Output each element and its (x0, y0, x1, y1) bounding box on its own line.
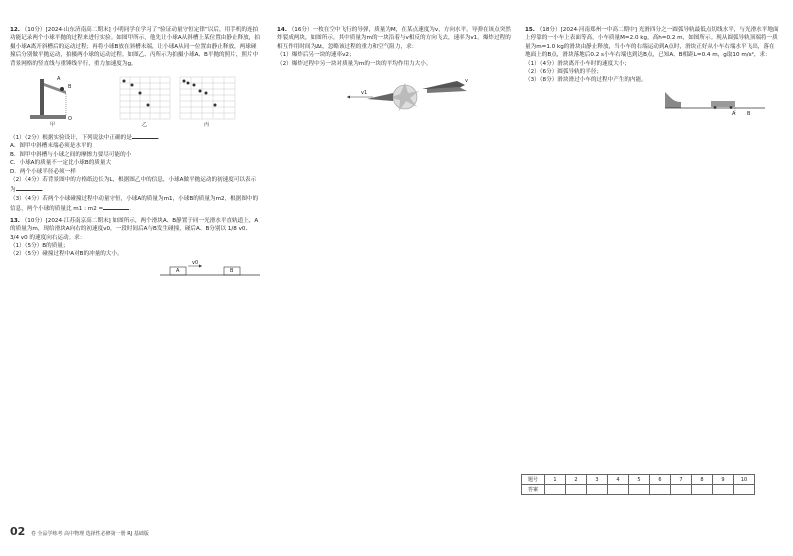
question-number-cell: 2 (566, 475, 587, 485)
sub-question-3: （3）（4分）若两个小球碰撞过程中动量守恒，小球A的质量为m1，小球B的质量为m2，根据图中的信息，两个小球的质量比 m1 : m2 = (10, 195, 259, 213)
figure-15 (525, 88, 780, 118)
column-2 (277, 26, 512, 120)
answer-cell[interactable] (713, 485, 734, 495)
question-number-cell: 7 (671, 475, 692, 485)
question-number-cell: 4 (608, 475, 629, 485)
question-number-cell: 10 (734, 475, 755, 485)
option-c: C．小球A的质量不一定比小球B的质量大 (10, 160, 112, 167)
sub-question-2: （2）（4分）若背景图中的方格纸边长为L，根据图乙中的信息，小球A做平抛运动的初速度可以表示为 (10, 177, 257, 194)
sub-question-2: （2）（6分）圆弧导轨的半径； (525, 69, 603, 76)
answer-table-number-row (522, 475, 755, 485)
option-a: A．图甲中斜槽末端必须是水平的 (10, 143, 93, 150)
answer-table-row-label: 答案 (522, 485, 545, 495)
figure-label-v0: v0 (192, 259, 199, 266)
figure-label-a: A (57, 76, 61, 83)
answer-cell[interactable] (545, 485, 566, 495)
question-number: 14. (277, 27, 287, 33)
figure-label-o: O (68, 116, 72, 123)
question-number-cell: 1 (545, 475, 566, 485)
question-stem: （18分）[2024·河南郑州一中高二期中] 光滑四分之一圆弧导轨最低点切线水平，与光滑水平地面上停靠的一小车上表面等高，小车质量M=2.0 kg，高h=0.2 m，如图所示。现从圆弧导轨顶端将一质量为m=1.0 kg的滑块由静止释放，当小车的右端运动到A点时，滑块正好从小车右端水平飞出，落在地面上的B点，滑块落地后0.2 s小车右端也到达B点，已知A、B相距L=0.4 m，g取10 m/s²，求： (525, 27, 779, 59)
answer-cell[interactable] (587, 485, 608, 495)
figure-14-svg (277, 71, 512, 117)
option-d: D．两个小球半径必须一样 (10, 168, 76, 175)
question-number: 13. (10, 217, 20, 224)
sub-question-2: （2）爆炸过程中另一块对质量为m的一块的平均作用力大小。 (277, 60, 432, 67)
answer-cell[interactable] (734, 485, 755, 495)
page-number: 02 (10, 525, 26, 538)
figure-15-svg (525, 88, 780, 118)
footer-text: 卷 全品学练考 高中物理 选择性必修第一册 RJ 基础版 (30, 531, 149, 537)
question-number: 12. (10, 27, 20, 33)
answer-cell[interactable] (608, 485, 629, 495)
figure-label-b: B (68, 84, 72, 91)
figure-label-v: v (465, 78, 468, 85)
question-13 (10, 217, 260, 278)
answer-table (521, 474, 755, 495)
question-12: 12. （10分）[2024·山东济南高二期末] 小明同学在学习了“验证动量守恒定律”以后，用手机的连拍功能记录两个小球平抛的过程来进行实验。如图甲所示，他先让小球A从斜槽上某位置由静止释放，拍摄小球A离开斜槽后的运动过程；再将小球B放在斜槽末端，让小球A从同一位置由静止释放，两球碰撞后分别做平抛运动，拍摄两小球的运动过程。如图乙、丙所示为拍摄小球A、B平抛的照片，照片中背景网格的竖直线与重锤线平行，重力加速度为g。 甲 O 乙 丙 A B （1）（2分）根据实验设计，下列说法中正确的是 . A．图甲中斜槽末端必须是水平的 B．图甲中斜槽与小球之间的摩擦力要尽可能的小 C．小球A的质量不一定比小球B的质量大 D．两个小球半径必须一样 （2）（4分）若背景图中的方格纸边长为L，根据图乙中的信息，小球A做平抛运动的初速度可以表示为 . （3）（4分）若两个小球碰撞过程中动量守恒，小球A的质量为m1，小球B的质量为m2，根据图中的信息，两个小球的质量比 m1 : m2 = . (10, 27, 260, 213)
sub-question-1: （1）（5分）B的质量； (10, 242, 69, 249)
question-number-cell: 3 (587, 475, 608, 485)
question-15 (525, 26, 780, 118)
figure-12 (10, 71, 260, 129)
question-stem: （10分）[2024·江苏南京高二期末] 如图所示，两个滑块A、B静置于同一光滑水平直轨道上，A的质量为m，现给滑块A向右的初速度v0，一段时间后A与B发生碰撞，碰后A、B分别以 1/8 v0、3/4 v0 的速度向右运动。求： (10, 217, 259, 241)
figure-label-bing: 丙 (204, 122, 210, 129)
question-number-cell: 9 (713, 475, 734, 485)
answer-cell[interactable] (566, 485, 587, 495)
answer-cell[interactable] (671, 485, 692, 495)
sub-question-1: （1）（4分）滑块离开小车时的速度大小； (525, 60, 631, 67)
answer-blank[interactable] (16, 184, 42, 191)
answer-cell[interactable] (692, 485, 713, 495)
sub-question-3: （3）（8分）滑块滑过小车的过程中产生的内能。 (525, 77, 647, 84)
answer-blank[interactable] (132, 132, 158, 139)
question-stem: （16分）一枚在空中飞行的导弹，质量为M，在某点速度为v，方向水平，导弹在该点突然炸裂成两块，如图所示，其中质量为m的一块沿着与v相反的方向飞去，速率为v1。爆炸过程的相互作用时间为Δt，忽略该过程的重力和空气阻力，求： (277, 27, 511, 50)
page-footer (10, 525, 149, 538)
answer-table-row-label: 题号 (522, 475, 545, 485)
answer-cell[interactable] (650, 485, 671, 495)
figure-12-svg (10, 71, 260, 129)
figure-14 (277, 71, 512, 117)
sub-question-1: （1）爆炸后另一块的速率v2； (277, 52, 355, 59)
figure-label-v1: v1 (361, 90, 368, 97)
question-14 (277, 26, 512, 117)
answer-blank[interactable] (103, 203, 129, 210)
figure-13-svg (10, 262, 260, 278)
option-b: B．图甲中斜槽与小球之间的摩擦力要尽可能的小 (10, 151, 132, 158)
question-number-cell: 8 (692, 475, 713, 485)
figure-label-a: A (732, 110, 736, 117)
sub-question-2: （2）（5分）碰撞过程中A对B的冲量的大小。 (10, 251, 123, 258)
figure-label-jia: 甲 (50, 122, 56, 129)
question-number: 15. (525, 27, 535, 33)
question-number-cell: 5 (629, 475, 650, 485)
answer-cell[interactable] (629, 485, 650, 495)
figure-label-b: B (230, 267, 234, 274)
column-3 (525, 26, 780, 121)
question-stem: （10分）[2024·山东济南高二期末] 小明同学在学习了“验证动量守恒定律”以后，用手机的连拍功能记录两个小球平抛的过程来进行实验。如图甲所示，他先让小球A从斜槽上某位置由静止释放，拍摄小球A离开斜槽后的运动过程；再将小球B放在斜槽末端，让小球A从同一位置由静止释放，两球碰撞后分别做平抛运动，拍摄两小球的运动过程。如图乙、丙所示为拍摄小球A、B平抛的照片，照片中背景网格的竖直线与重锤线平行，重力加速度为g。 (10, 27, 260, 67)
figure-label-a: A (176, 267, 180, 274)
column-1 (10, 26, 260, 281)
question-number-cell: 6 (650, 475, 671, 485)
answer-table-answer-row (522, 485, 755, 495)
figure-label-yi: 乙 (142, 122, 148, 129)
sub-question-1: （1）（2分）根据实验设计，下列说法中正确的是 (10, 135, 132, 142)
figure-label-b: B (747, 110, 751, 117)
figure-13 (10, 259, 260, 278)
